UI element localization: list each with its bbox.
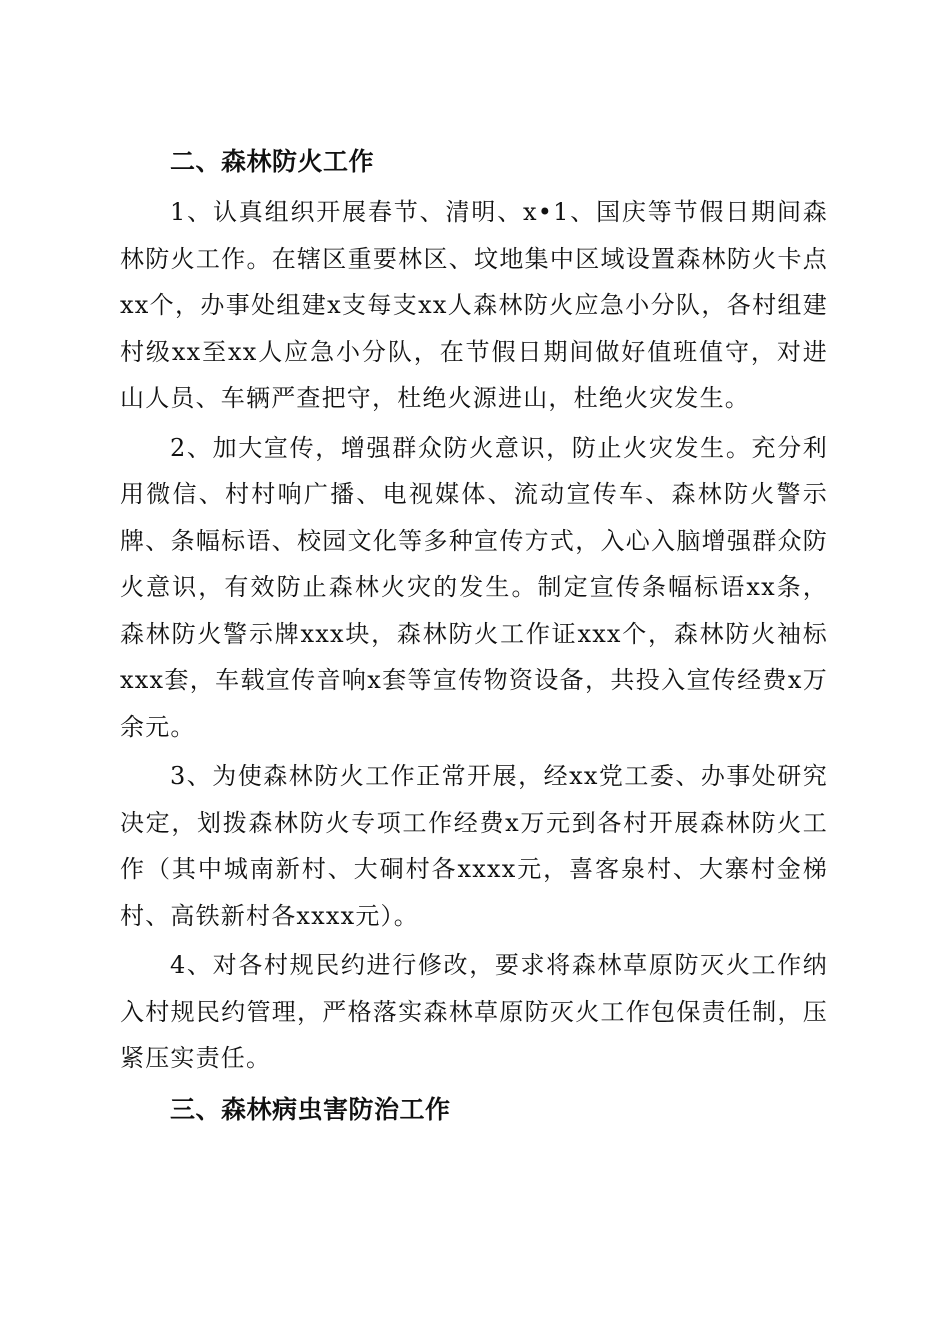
section-heading-forest-fire-prevention: 二、森林防火工作 xyxy=(170,147,375,176)
paragraph-village-rules: 4、对各村规民约进行修改，要求将森林草原防灭火工作纳入村规民约管理，严格落实森林草原防灭火工作包保责任制，压紧压实责任。 xyxy=(120,951,828,1072)
document-page xyxy=(120,138,828,1134)
paragraph-publicity: 2、加大宣传，增强群众防火意识，防止火灾发生。充分利用微信、村村响广播、电视媒体、流动宣传车、森林防火警示牌、条幅标语、校园文化等多种宣传方式，入心入脑增强群众防火意识，有效防止森林火灾的发生。制定宣传条幅标语xx条，森林防火警示牌xxx块，森林防火工作证xxx个，森林防火袖标xxx套，车载宣传音响x套等宣传物资设备，共投入宣传经费x万余元。 xyxy=(120,433,828,741)
section-heading-pest-control: 三、森林病虫害防治工作 xyxy=(170,1094,451,1124)
paragraph-funding: 3、为使森林防火工作正常开展，经xx党工委、办事处研究决定，划拨森林防火专项工作经费x万元到各村开展森林防火工作（其中城南新村、大硐村各xxxx元，喜客泉村、大寨村金梯村、高铁新村各xxxx元）。 xyxy=(120,762,828,930)
paragraph-holiday-fire-prevention: 1、认真组织开展春节、清明、x•1、国庆等节假日期间森林防火工作。在辖区重要林区、坟地集中区域设置森林防火卡点xx个，办事处组建x支每支xx人森林防火应急小分队，各村组建村级xx至xx人应急小分队，在节假日期间做好值班值守，对进山人员、车辆严查把守，杜绝火源进山，杜绝火灾发生。 xyxy=(120,198,828,412)
